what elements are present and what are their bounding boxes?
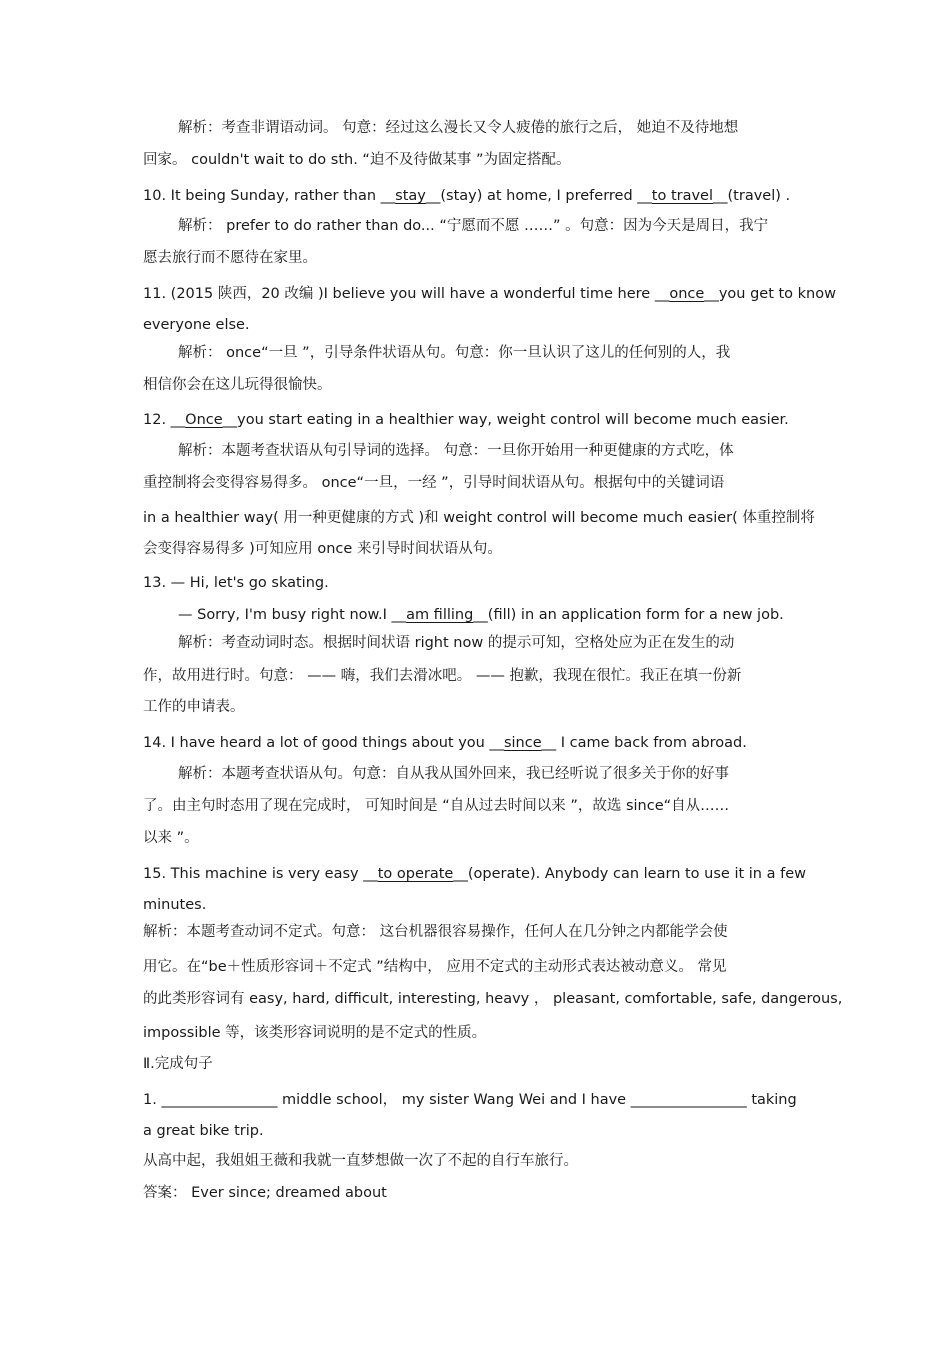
explanation-line: 工作的申请表。 (143, 699, 245, 715)
question-text: a great bike trip. (143, 1123, 264, 1139)
explanation-line: 相信你会在这儿玩得很愉快。 (143, 377, 332, 393)
translation-line: 从高中起，我姐姐王薇和我就一直梦想做一次了不起的自行车旅行。 (143, 1153, 578, 1169)
question-text: 10. It being Sunday, rather than __ (143, 188, 396, 204)
explanation-line: 作，故用进行时。句意： —— 嗨，我们去滑冰吧。 —— 抱歉，我现在很忙。我正在填一份新 (143, 668, 742, 684)
explanation-line: in a healthier way( 用一种更健康的方式 )和 weight control will become much easier( 体重控制将 (143, 510, 815, 526)
answer-text: stay (395, 188, 426, 204)
explanation-line: 解析：本题考查状语从句引导词的选择。 句意：一旦你开始用一种更健康的方式吃，体 (178, 443, 734, 459)
question-15 (143, 864, 808, 884)
question-13-reply (178, 605, 808, 625)
explanation-line: 会变得容易得多 )可知应用 once 来引导时间状语从句。 (143, 541, 502, 557)
explanation-line: 了。由主句时态用了现在完成时， 可知时间是 “自从过去时间以来 ”，故选 since“自从…… (143, 798, 730, 814)
question-text: __(fill) in an application form for a new job. (473, 607, 784, 623)
question-text: __you get to know (704, 286, 836, 302)
explanation-line: 解析： prefer to do rather than do... “宁愿而不愿 ……” 。句意：因为今天是周日，我宁 (178, 218, 769, 234)
explanation-line: 重控制将会变得容易得多。 once“一旦，一经 ”，引导时间状语从句。根据句中的关键词语 (143, 475, 725, 491)
explanation-line: impossible 等，该类形容词说明的是不定式的性质。 (143, 1025, 487, 1041)
answer-text: since (503, 735, 542, 751)
question-text: 14. I have heard a lot of good things about you __ (143, 735, 504, 751)
answer-text: Once (185, 412, 223, 428)
explanation-line: 愿去旅行而不愿待在家里。 (143, 250, 317, 266)
question-13: 13. — Hi, let's go skating. (143, 575, 329, 591)
question-text: __(operate). Anybody can learn to use it in a few (453, 866, 806, 882)
section-heading: Ⅱ.完成句子 (143, 1056, 213, 1072)
question-text: — Sorry, I'm busy right now.I __ (178, 607, 407, 623)
question-text: __(travel) . (713, 188, 791, 204)
question-12 (143, 410, 808, 430)
explanation-line: 回家。 couldn't wait to do sth. “迫不及待做某事 ”为固定搭配。 (143, 152, 571, 168)
explanation-line: 解析： once“一旦 ”，引导条件状语从句。句意：你一旦认识了这儿的任何别的人，我 (178, 345, 731, 361)
answer-line: 答案： Ever since; dreamed about (143, 1185, 387, 1201)
question-text: 11. (2015 陕西，20 改编 )I believe you will have a wonderful time here __ (143, 286, 670, 302)
question-text: __you start eating in a healthier way, weight control will become much easier. (222, 412, 789, 428)
answer-text: once (669, 286, 705, 302)
explanation-line: 解析：本题考查动词不定式。句意： 这台机器很容易操作，任何人在几分钟之内都能学会使 (143, 924, 728, 940)
question-11 (143, 284, 836, 304)
completion-question-1: 1. ________________ middle school， my sister Wang Wei and I have ________________ taking (143, 1092, 797, 1108)
question-text: __ I came back from abroad. (541, 735, 747, 751)
question-text: 12. __ (143, 412, 186, 428)
explanation-line: 解析：考查动词时态。根据时间状语 right now 的提示可知，空格处应为正在发生的动 (178, 635, 735, 651)
explanation-line: 的此类形容词有 easy, hard, difficult, interesting, heavy ， pleasant, comfortable, safe, dangerous, (143, 991, 843, 1007)
explanation-line: 以来 ”。 (143, 830, 199, 846)
question-text: 15. This machine is very easy __ (143, 866, 378, 882)
question-text: __(stay) at home, I preferred __ (425, 188, 652, 204)
answer-text: to operate (377, 866, 454, 882)
explanation-line: 用它。在“be＋性质形容词＋不定式 ”结构中， 应用不定式的主动形式表达被动意义。 常见 (143, 959, 727, 975)
explanation-line: 解析：本题考查状语从句。句意：自从我从国外回来，我已经听说了很多关于你的好事 (178, 766, 729, 782)
answer-text: to travel (651, 188, 714, 204)
question-text: everyone else. (143, 317, 250, 333)
question-10 (143, 186, 808, 206)
explanation-line: 解析：考查非谓语动词。 句意：经过这么漫长又令人疲倦的旅行之后， 她迫不及待地想 (178, 120, 739, 136)
question-14 (143, 733, 808, 753)
question-text: minutes. (143, 897, 207, 913)
answer-text: am filling (406, 607, 474, 623)
